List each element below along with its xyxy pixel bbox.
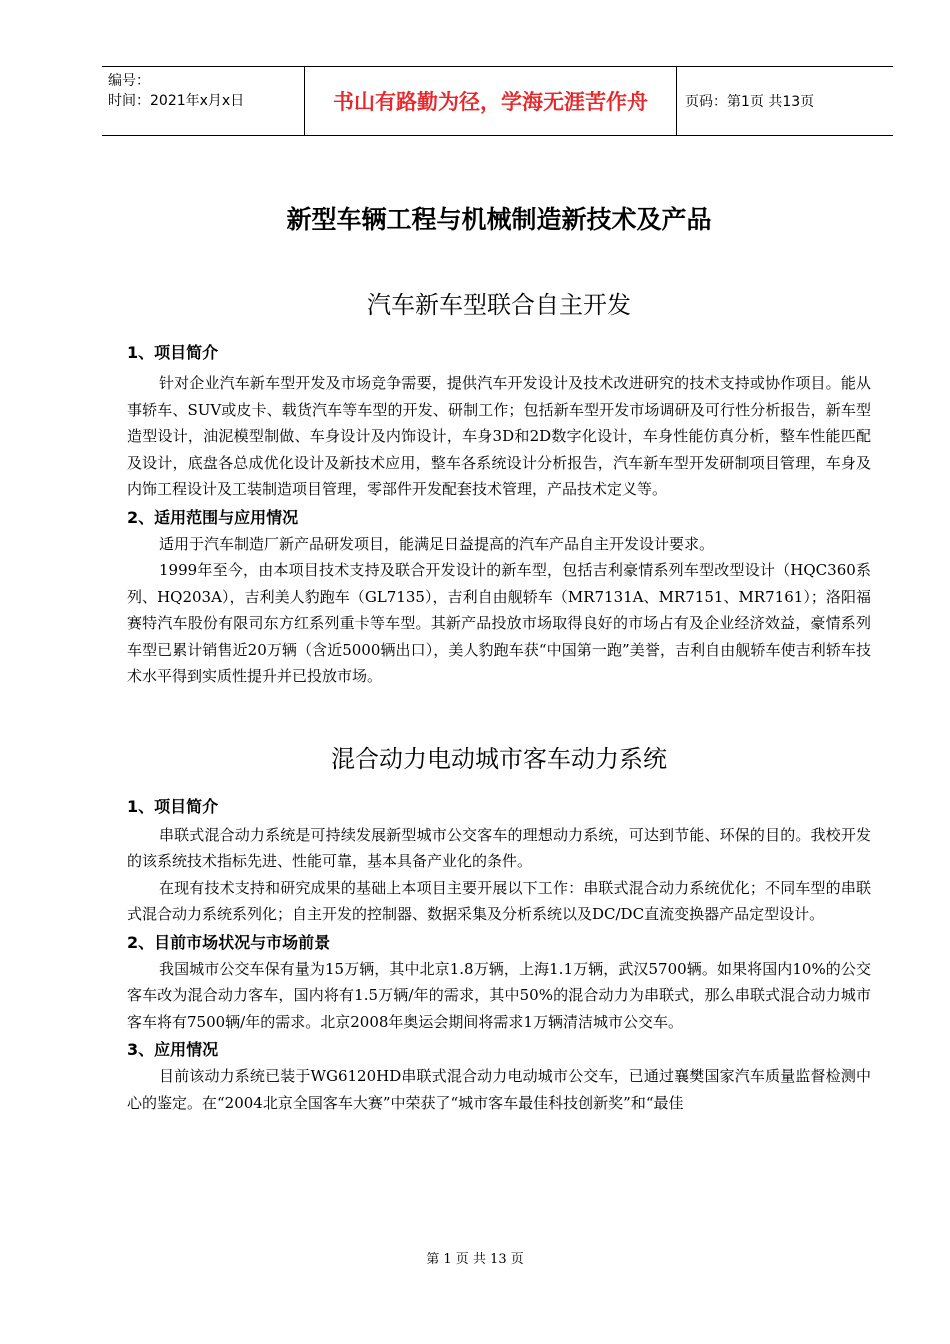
page-header [102,66,893,136]
section2-heading-1: 1、项目简介 [127,796,219,816]
section1-paragraph-3: 1999年至今，由本项目技术支持及联合开发设计的新车型，包括吉利豪情系列车型改型设计（HQC360系列、HQ203A），吉利美人豹跑车（GL7135），吉利自由舰轿车（MR7131A、MR7151、MR7161）；洛阳福赛特汽车股份有限司东方红系列重卡等车型。其新产品投放市场取得良好的市场占有及企业经济效益，豪情系列车型已累计销售近20万辆（含近5000辆出口），美人豹跑车获“中国第一跑”美誉，吉利自由舰轿车使吉利轿车技术水平得到实质性提升并已投放市场。 [127,561,871,685]
number-label: 编号： [108,73,150,89]
section1-title: 汽车新车型联合自主开发 [367,291,631,319]
section2-paragraph-1: 串联式混合动力系统是可持续发展新型城市公交客车的理想动力系统，可达到节能、环保的目的。我校开发的该系统技术指标先进、性能可靠，基本具备产业化的条件。 [127,825,871,870]
time-label: 时间：2021年x月x日 [108,93,245,109]
section2-paragraph-4: 目前该动力系统已装于WG6120HD串联式混合动力电动城市公交车，已通过襄樊国家汽车质量监督检测中心的鉴定。在“2004北京全国客车大赛”中荣获了“城市客车最佳科技创新奖”和“最佳 [127,1067,871,1112]
main-title: 新型车辆工程与机械制造新技术及产品 [286,205,712,234]
section2-title: 混合动力电动城市客车动力系统 [331,744,667,773]
page-footer: 第 1 页 共 13 页 [426,1252,524,1267]
section1-paragraph-1: 针对企业汽车新车型开发及市场竞争需要，提供汽车开发设计及技术改进研究的技术支持或协作项目。能从事轿车、SUV或皮卡、载货汽车等车型的开发、研制工作；包括新车型开发市场调研及可行性分析报告，新车型造型设计，油泥模型制做、车身设计及内饰设计，车身3D和2D数字化设计，车身性能仿真分析，整车性能匹配及设计，底盘各总成优化设计及新技术应用，整车各系统设计分析报告，汽车新车型开发研制项目管理，车身及内饰工程设计及工装制造项目管理，零部件开发配套技术管理，产品技术定义等。 [127,374,871,498]
section1-heading-2: 2、适用范围与应用情况 [127,507,299,527]
section2-paragraph-2: 在现有技术支持和研究成果的基础上本项目主要开展以下工作：串联式混合动力系统优化；不同车型的串联式混合动力系统系列化；自主开发的控制器、数据采集及分析系统以及DC/DC直流变换器产品定型设计。 [127,878,871,923]
section2-heading-3: 3、应用情况 [127,1040,219,1059]
header-motto: 书山有路勤为径，学海无涯苦作舟 [305,67,677,135]
header-page-info: 页码：第1页 共13页 [685,94,815,110]
section2-heading-2: 2、目前市场状况与市场前景 [127,932,331,952]
section1-paragraph-2: 适用于汽车制造厂新产品研发项目，能满足日益提高的汽车产品自主开发设计要求。 [159,534,715,553]
header-meta [102,67,305,135]
section1-heading-1: 1、项目简介 [127,343,219,362]
document-body [127,190,871,1116]
section2-paragraph-3: 我国城市公交车保有量为15万辆，其中北京1.8万辆，上海1.1万辆，武汉5700辆。如果将国内10%的公交客车改为混合动力客车，国内将有1.5万辆/年的需求，其中50%的混合动力为串联式，那么串联式混合动力城市客车将有7500辆/年的需求。北京2008年奥运会期间将需求1万辆清洁城市公交车。 [127,959,871,1031]
